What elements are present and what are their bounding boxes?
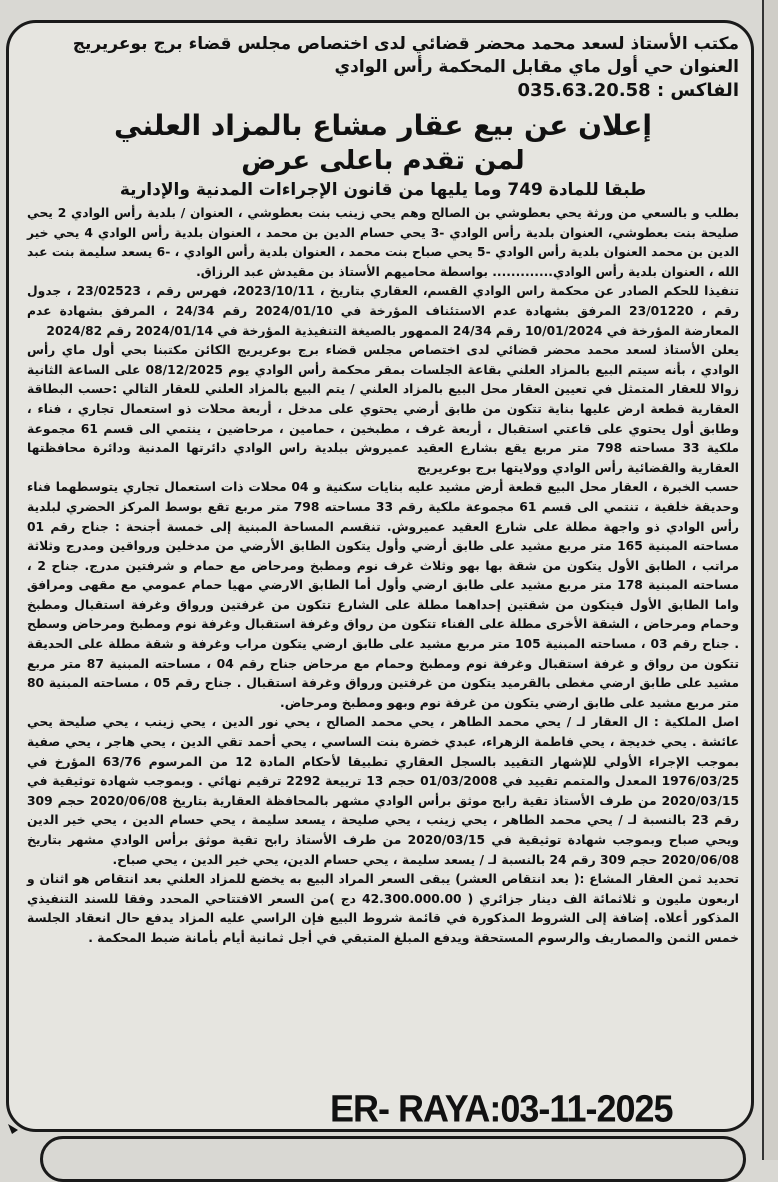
adjacent-page-edge [762, 0, 778, 1160]
newspaper-reference: ER- RAYA:03-11-2025 [330, 1086, 673, 1130]
office-name: مكتب الأستاذ لسعد محمد محضر قضائي لدى اختصاص مجلس قضاء برج بوعريريج [72, 34, 739, 54]
paragraph-requesters: بطلب و بالسعي من ورثة يحي بعطوشي بن الصالح وهم يحي زينب بنت بعطوشي ، العنوان / بلدية رأس الوادي 2 يحي صليحة بنت بعطوشي، العنوان بلدية رأس الوادي -3 يحي حسام الدين بن محمد ، العنوان بلدية رأس الوادي 4 يحي خير الدين بن محمد العنوان بلدية رأس الوادي -5 يحي صباح بنت محمد ، العنوان بلدية رأس الوادي ، -6 يسعد سليمة بنت عبد الله ، العنوان بلدية رأس الوادي............. بواسطة محاميهم الأستاذ بن مقيدش عبد الرزاق. [27, 206, 740, 279]
paragraph-sale-announcement: يعلن الأستاذ لسعد محمد محضر قضائي لدى اختصاص مجلس قضاء برج بوعريريج الكائن مكتبنا بحي أول ماي رأس الوادي ، بأنه سيتم البيع بالمزاد العلني بقاعة الجلسات بمقر محكمة رأس الوادي يوم 08/12/2025 على الساعة الثانية زوالا للعقار المتمثل في تعيين العقار محل البيع بالمزاد العلني / يتم البيع بالمزاد العلني للعقار التالي :حسب البطاقة العقارية قطعة ارض عليها بناية تتكون من طابق أرضي يحتوي على مدخل ، أربعة محلات ذو استعمال تجاري ، فناء ، وطابق أول يحتوي على قاعتي استقبال ، أربعة غرف ، مطبخين ، حمامين ، مرحاضين ، ينتمي الى قسم 61 مجموعة ملكية 33 مساحته 798 متر مربع يقع بشارع العقيد عميروش ببلدية راس الوادي دائرتها المدنية ودائرة محافظتها العقارية والقضائية رأس الوادي وولايتها برج بوعريريج [27, 343, 739, 475]
office-address: العنوان حي أول ماي مقابل المحكمة رأس الوادي [334, 57, 739, 77]
notice-body [27, 204, 739, 949]
legal-basis: طبقا للمادة 749 وما يليها من قانون الإجراءات المدنية والإدارية [119, 180, 647, 200]
notice-frame [6, 20, 754, 1132]
paragraph-ownership-origin: اصل الملكية : ال العقار لـ / يحي محمد الطاهر ، يحي محمد الصالح ، يحي نور الدين ، يحي زينب ، يحي صليحة يحي عائشة . يحي خديجة ، يحي فاطمة الزهراء، عبدي خضرة بنت الساسي ، يحي أحمد تقي الدين ، يحي هاجر ، يحي صفية بموجب الإجراء الأولي للإشهار التقييد بالسجل العقاري تطبيقا لأحكام المادة 12 من المرسوم 63/76 المؤرخ في 1976/03/25 المعدل والمتمم تقييد في 01/03/2008 حجم 13 ترييعة 2292 ترقيم نهائي . وبموجب شهادة توثيقية في 2020/03/15 من طرف الأستاذ تقية رابح موثق برأس الوادي مشهر بالمحافظة العقارية بتاريخ 2020/06/08 حجم 309 رقم 23 بالنسبة لـ / يحي محمد الطاهر ، يحي زينب ، يحي صليحة ، يسعد سليمة ، يحي حسام الدين ، يحي خير الدين ويحي صباح وبموجب شهادة توثيقية في 2020/03/15 من طرف الأستاذ رابح تقية موثق برأس الوادي مشهر بتاريخ 2020/06/08 حجم 309 رقم 24 بالنسبة لـ / يسعد سليمة ، يحي حسام الدين، يحي خير الدين ، يحي صباح. [27, 715, 739, 867]
paragraph-price: تحديد ثمن العقار المشاع :( بعد انتقاص العشر) يبقى السعر المراد البيع به يخضع للمزاد العلني بعد انتقاص هو اثنان و اربعون مليون و ثلاثمائة الف دينار جزائري ( 42.300.000.00 دج )من السعر الافتتاحي المحدد وفقا للسند التنفيذي المذكور أعلاه. إضافة إلى الشروط المذكورة في قائمة شروط البيع فإن الراسي عليه المزاد يدفع حال انعقاد الجلسة خمس الثمن والمصاريف والرسوم المستحقة ويدفع المبلغ المتبقي في أجل ثمانية أيام بأمانة ضبط المحكمة . [27, 872, 739, 945]
paragraph-judgment: تنفيذا للحكم الصادر عن محكمة راس الوادي القسم، العقاري بتاريخ ، 2023/10/11، فهرس رقم ، 23/02523 ، جدول رقم ، 23/01220 المرفق بشهادة عدم الاستئناف المؤرخة في 2024/01/10 رقم 24/34 ، المرفق بشهادة عدم المعارضة المؤرخة في 10/01/2024 رقم 24/34 الممهور بالصيغة التنفيذية المؤرخة في 2024/01/14 رقم 2024/82 [27, 284, 739, 338]
notice-subtitle: لمن تقدم باعلى عرض [241, 146, 525, 176]
next-notice-frame [40, 1136, 746, 1182]
fax-number: الفاكس : 035.63.20.58 [517, 80, 739, 101]
notice-title: إعلان عن بيع عقار مشاع بالمزاد العلني [114, 109, 652, 142]
paragraph-expertise: حسب الخبرة ، العقار محل البيع قطعة أرض مشيد عليه بنايات سكنية و 04 محلات ذات استعمال تجاري يتوسطهما فناء وحديقة خلفية ، تنتمي الى قسم 61 مجموعة ملكية رقم 33 مساحته 798 متر مربع تقع بوسط المركز الحضري لبلدية رأس الوادي ذو واجهة مطلة على شارع العقيد عميروش. تنقسم المساحة المبنية إلى خمسة أجنحة : جناح رقم 01 مساحته المبنية 165 متر مربع مشيد على طابق أرضي وأول يتكون الطابق الأرضي من مدخلين ورواقين ومدرج وثلاثة مراتب ، الطابق الأول يتكون من شقة بها بهو وثلاث غرف نوم ومطبخ ومرحاض مع حمام و شرفتين مدرج. جناح 2 ، مساحته المبنية 178 متر مربع مشيد على طابق ارضي وأول أما الطابق الارضي مهيا حمام عمومي مع مقهى ومرافق واما الطابق الأول فيتكون من شقتين إحداهما مطلة على الشارع تتكون من غرفتين ورواق وغرفة استقبال ومطبخ وحمام ومرحاض ، الشقة الأخرى مطلة على الفناء تتكون من رواق وغرفة استقبال وغرفة نوم ومطبخ ومرحاض وسطح . جناح رقم 03 ، مساحته المبنية 105 متر مربع مشيد على طابق ارضي يتكون مراب وغرفة و شقة مطلة على الحديقة تتكون من رواق و غرفة استقبال وغرفة نوم ومطبخ وحمام مع مرحاض جناح رقم 04 ، مساحته المبنية 87 متر مربع مشيد على طابق ارضي مغطى بالقرميد يتكون من غرفتين ورواق وغرفة استقبال . جناح رقم 05 ، مساحته المبنية 80 متر مربع مشيد على طابق ارضي يتكون من غرفة نوم وبهو ومطبخ ومرحاض. [27, 480, 740, 710]
corner-mark-icon [6, 1122, 20, 1136]
notice-content [27, 33, 739, 949]
